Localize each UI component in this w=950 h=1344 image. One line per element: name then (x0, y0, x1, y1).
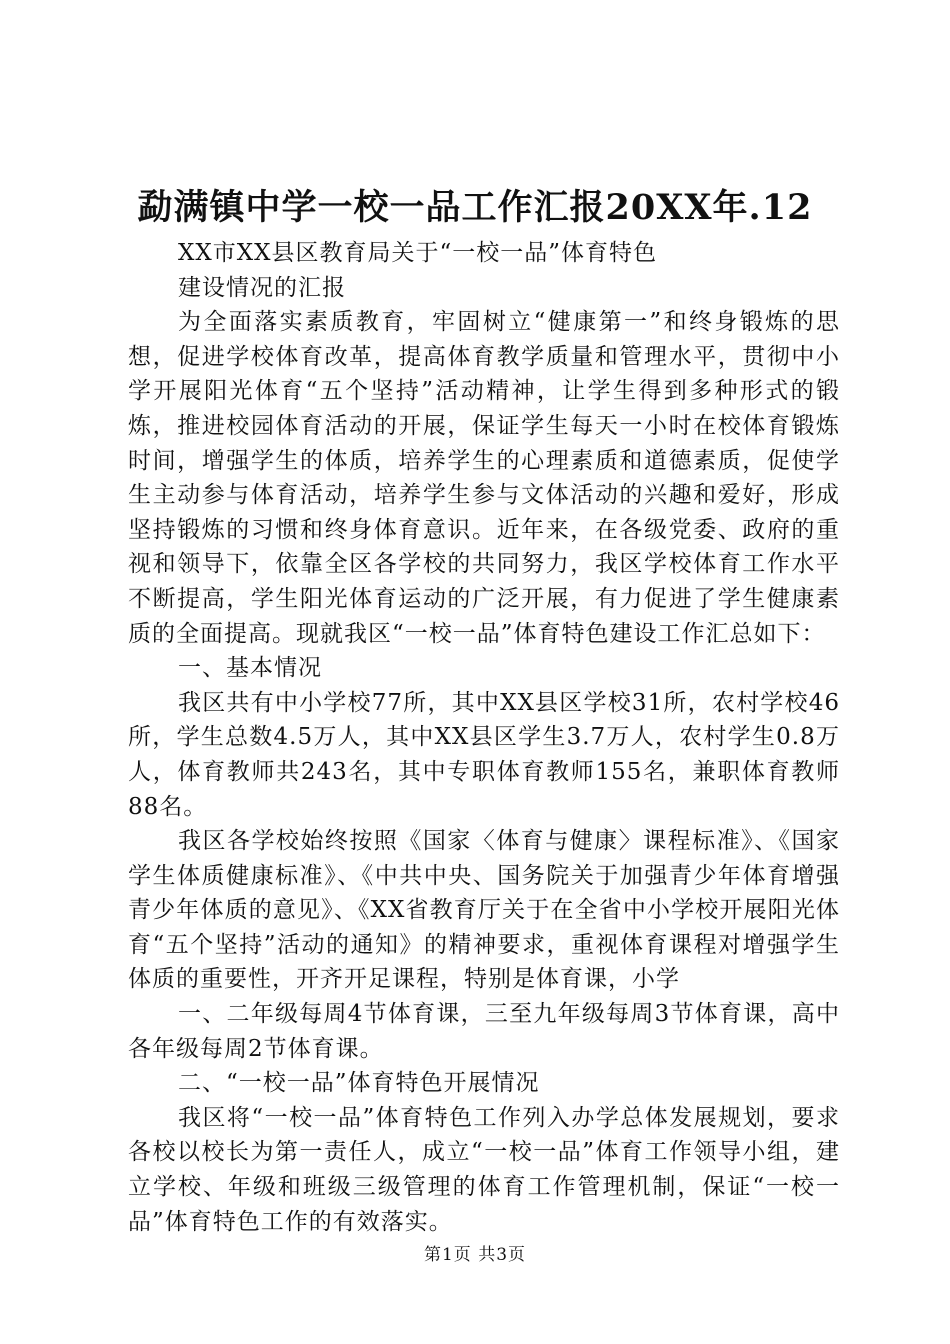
subtitle-line-2: 建设情况的汇报 (178, 274, 346, 301)
page-number: 第1页 共3页 (423, 1245, 527, 1265)
document-body (128, 236, 840, 1239)
paragraph-feature-plan: 我区将“一校一品”体育特色工作列入办学总体发展规划，要求各校以校长为第一责任人，成立“一校一品”体育工作领导小组，建立学校、年级和班级三级管理的体育工作管理机制，保证“一校一品”体育特色工作的有效落实。 (128, 1104, 840, 1235)
paragraph-basic-stats: 我区共有中小学校77所，其中XX县区学校31所，农村学校46所，学生总数4.5万人，其中XX县区学生3.7万人，农村学生0.8万人，体育教师共243名，其中专职体育教师155名，兼职体育教师88名。 (128, 689, 840, 820)
paragraph-class-hours: 一、二年级每周4节体育课，三至九年级每周3节体育课，高中各年级每周2节体育课。 (128, 1001, 840, 1062)
document-title: 勐满镇中学一校一品工作汇报20XX年.12 (137, 187, 813, 228)
paragraph-intro: 为全面落实素质教育，牢固树立“健康第一”和终身锻炼的思想，促进学校体育改革，提高体育教学质量和管理水平，贯彻中小学开展阳光体育“五个坚持”活动精神，让学生得到多种形式的锻炼，推进校园体育活动的开展，保证学生每天一小时在校体育锻炼时间，增强学生的体质，培养学生的心理素质和道德素质，促使学生主动参与体育活动，培养学生参与文体活动的兴趣和爱好，形成坚持锻炼的习惯和终身体育意识。近年来，在各级党委、政府的重视和领导下，依靠全区各学校的共同努力，我区学校体育工作水平不断提高，学生阳光体育运动的广泛开展，有力促进了学生健康素质的全面提高。现就我区“一校一品”体育特色建设工作汇总如下： (128, 309, 840, 647)
section-heading-basic: 一、基本情况 (178, 655, 322, 682)
section-heading-feature: 二、“一校一品”体育特色开展情况 (178, 1070, 540, 1097)
paragraph-standards: 我区各学校始终按照《国家〈体育与健康〉课程标准》、《国家学生体质健康标准》、《中共中央、国务院关于加强青少年体育增强青少年体质的意见》、《XX省教育厅关于在全省中小学校开展阳光体育“五个坚持”活动的通知》的精神要求，重视体育课程对增强学生体质的重要性，开齐开足课程，特别是体育课，小学 (128, 828, 840, 993)
subtitle-line-1: XX市XX县区教育局关于“一校一品”体育特色 (178, 240, 658, 266)
